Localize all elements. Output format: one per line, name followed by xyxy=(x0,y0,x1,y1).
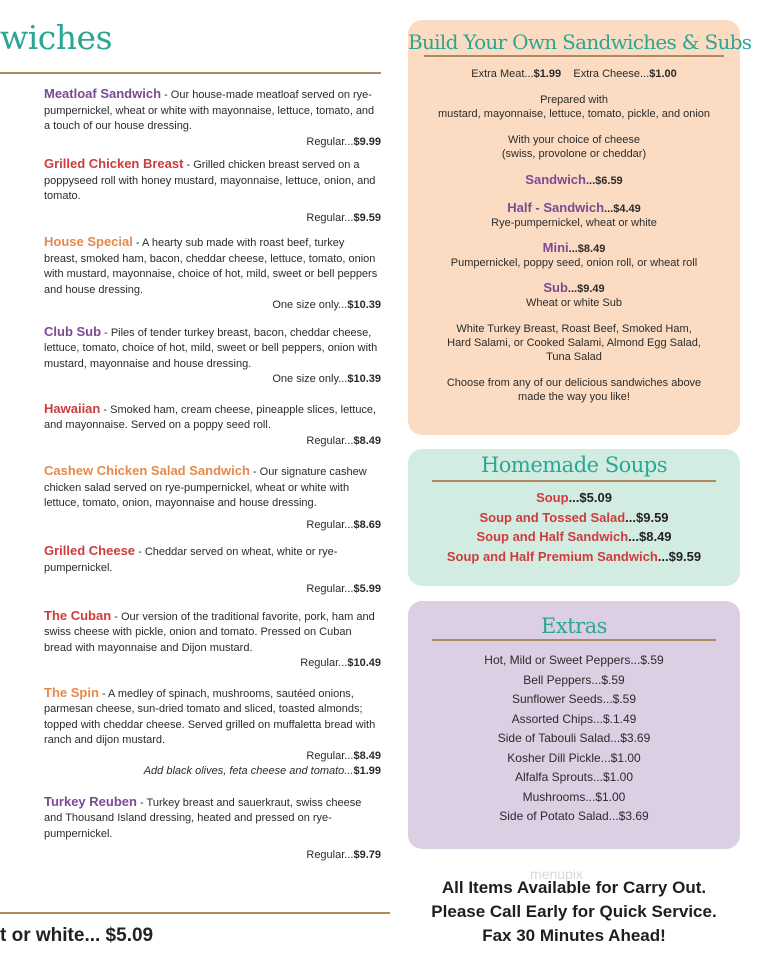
title-divider xyxy=(0,72,381,74)
prepared-line: mustard, mayonnaise, lettuce, tomato, pickle, and onion xyxy=(437,108,711,120)
bottom-price-text: t or white... $5.09 xyxy=(0,925,154,946)
watermark: menupix xyxy=(530,866,583,882)
footer-line: Please Call Early for Quick Service. xyxy=(431,902,717,921)
extra-cheese-price: $1.00 xyxy=(649,68,677,80)
item-name: Turkey Reuben xyxy=(44,793,137,809)
prepared-block xyxy=(408,93,740,121)
soups-box xyxy=(408,449,740,586)
item-price: $10.49 xyxy=(347,657,381,669)
size-option xyxy=(408,281,740,310)
soup-name: Soup and Tossed Salad xyxy=(479,509,626,525)
item-desc: - Our house-made meatloaf served on rye-pumpernickel, wheat or white with mayonnaise, lettuce, tomato, and a touch of our house dressing. xyxy=(44,89,375,132)
item-desc: - A medley of spinach, mushrooms, sautéed onions, parmesan cheese, sun-dried tomato and sliced, toasted almonds; topped with cheddar cheese. Served grilled on muffaletta bread with ranch and dijon mustard. xyxy=(44,687,376,746)
meats-line: Hard Salami, or Cooked Salami, Almond Egg Salad, xyxy=(447,337,701,349)
item-price: $5.99 xyxy=(353,583,381,595)
build-your-own-box xyxy=(408,20,752,435)
soup-item xyxy=(408,488,740,508)
footer-notice xyxy=(408,876,740,948)
extras-line xyxy=(408,67,740,81)
size-price: ...$8.49 xyxy=(568,243,606,255)
item-price: $8.69 xyxy=(353,518,381,531)
price-label: Regular... xyxy=(306,518,354,531)
size-price: ...$6.59 xyxy=(585,175,623,187)
extras-list xyxy=(408,651,740,827)
extra-price: $1.99 xyxy=(353,765,381,777)
item-desc: - Turkey breast and sauerkraut, swiss cheese and Thousand Island dressing, heated and pressed on rye-pumpernickel. xyxy=(44,796,362,840)
soup-name: Soup and Half Premium Sandwich xyxy=(446,548,658,564)
soup-name: Soup and Half Sandwich xyxy=(476,529,629,544)
build-title: Build Your Own Sandwiches & Subs xyxy=(408,30,752,54)
extra-item: Kosher Dill Pickle...$1.00 xyxy=(507,750,641,765)
soup-price: ...$9.59 xyxy=(657,548,702,564)
item-name: Grilled Cheese xyxy=(44,543,136,558)
extra-item: Side of Tabouli Salad...$3.69 xyxy=(497,731,651,745)
menu-item xyxy=(44,543,381,598)
item-desc: - Our version of the traditional favorite, pork, ham and swiss cheese with pickle, onion and tomato. Pressed on Cuban bread with mayonnaise and Dijon mustard. xyxy=(44,610,375,654)
extra-item: Side of Potato Salad...$3.69 xyxy=(499,809,649,823)
cheese-line: With your choice of cheese xyxy=(507,134,641,146)
size-name: Sub xyxy=(543,280,568,295)
item-name: Grilled Chicken Breast xyxy=(44,156,184,171)
item-price: $8.49 xyxy=(353,434,381,447)
meats-line: Tuna Salad xyxy=(546,351,602,363)
menu-item xyxy=(44,401,381,450)
build-divider xyxy=(424,55,724,57)
size-desc: Wheat or white Sub xyxy=(526,297,622,309)
item-price: $8.49 xyxy=(353,749,381,762)
item-desc: - Cheddar served on wheat, white or rye-pumpernickel. xyxy=(44,546,338,574)
price-label: Regular... xyxy=(300,657,348,669)
item-name: Cashew Chicken Salad Sandwich xyxy=(44,463,250,478)
price-label: Regular... xyxy=(306,434,354,447)
item-desc: - Piles of tender turkey breast, bacon, cheddar cheese, lettuce, tomato, choice of hot, mild, sweet or bell peppers, onion with mustard, mayonnaise and house dressing. xyxy=(44,326,378,370)
soup-item xyxy=(408,527,740,547)
choose-block xyxy=(408,376,740,404)
cheese-block xyxy=(408,133,740,161)
size-desc: Rye-pumpernickel, wheat or white xyxy=(491,217,657,229)
meats-line: White Turkey Breast, Roast Beef, Smoked Ham, xyxy=(456,323,692,335)
size-option xyxy=(408,201,740,230)
extra-cheese-label: Extra Cheese... xyxy=(573,68,650,80)
cheese-line: (swiss, provolone or cheddar) xyxy=(501,148,647,160)
soup-item xyxy=(408,547,740,567)
item-name: Club Sub xyxy=(44,323,102,339)
item-name: The Cuban xyxy=(44,607,112,623)
extra-item: Bell Peppers...$.59 xyxy=(523,672,625,687)
extra-item: Sunflower Seeds...$.59 xyxy=(511,692,637,706)
soup-price: ...$8.49 xyxy=(628,529,672,544)
size-name: Mini xyxy=(542,240,569,255)
extra-item: Assorted Chips...$.1.49 xyxy=(511,711,637,726)
bottom-divider xyxy=(0,912,390,914)
price-label: Regular... xyxy=(306,583,354,595)
menu-item xyxy=(44,234,381,314)
soup-item xyxy=(408,508,740,528)
menu-item xyxy=(44,685,381,780)
choose-line: Choose from any of our delicious sandwiches above xyxy=(446,377,702,389)
item-desc: - Our signature cashew chicken salad served on rye-pumpernickel, wheat or white with lettuce, tomato, onion, mayonnaise and house dressing. xyxy=(44,466,367,509)
soups-divider xyxy=(432,480,716,482)
size-price: ...$9.49 xyxy=(567,283,605,295)
size-desc: Pumpernickel, poppy seed, onion roll, or wheat roll xyxy=(450,257,698,269)
menu-item xyxy=(44,156,381,226)
item-name: The Spin xyxy=(44,684,99,700)
price-label: Regular... xyxy=(306,849,354,861)
extra-item: Alfalfa Sprouts...$1.00 xyxy=(514,770,634,784)
item-price: $9.79 xyxy=(353,849,381,861)
item-price: $10.39 xyxy=(347,373,381,385)
menu-item xyxy=(44,608,381,672)
item-desc: - A hearty sub made with roast beef, turkey breast, smoked ham, bacon, cheddar cheese, lettuce, tomato, onion with mustard, mayonnaise, choice of hot, mild, sweet or bell peppers and house dressing. xyxy=(44,237,378,296)
item-desc: - Grilled chicken breast served on a poppyseed roll with honey mustard, mayonnaise, lettuce, onion, and tomato. xyxy=(44,159,376,202)
extra-item: Hot, Mild or Sweet Peppers...$.59 xyxy=(484,653,664,667)
extra-meat-label: Extra Meat... xyxy=(471,68,534,80)
price-label: Regular... xyxy=(306,211,354,224)
price-label: Regular... xyxy=(306,749,354,762)
price-label: One size only... xyxy=(272,299,348,311)
item-desc: - Smoked ham, cream cheese, pineapple slices, lettuce, and mayonnaise. Served on a poppy seed roll. xyxy=(44,403,377,431)
size-name: Sandwich xyxy=(525,172,586,187)
extra-item: Mushrooms...$1.00 xyxy=(522,789,626,804)
sandwiches-section-title: wiches xyxy=(0,18,113,57)
price-label: Regular... xyxy=(306,135,354,148)
extras-divider xyxy=(432,639,716,641)
menu-item xyxy=(44,86,381,150)
sandwich-list xyxy=(44,86,381,864)
footer-line: Fax 30 Minutes Ahead! xyxy=(482,926,666,945)
extras-title: Extras xyxy=(541,614,607,638)
extra-label: Add black olives, feta cheese and tomato... xyxy=(143,765,354,777)
item-name: Hawaiian xyxy=(44,400,101,416)
size-name: Half - Sandwich xyxy=(507,200,605,215)
item-price: $9.59 xyxy=(353,211,381,224)
size-option xyxy=(408,173,740,188)
item-name: House Special xyxy=(44,234,133,249)
extra-meat-price: $1.99 xyxy=(533,68,562,80)
menu-item xyxy=(44,324,381,388)
meats-block xyxy=(408,322,740,364)
prepared-line: Prepared with xyxy=(540,94,608,106)
menu-item xyxy=(44,463,381,533)
price-label: One size only... xyxy=(272,373,348,385)
choose-line: made the way you like! xyxy=(518,391,630,403)
size-price: ...$4.49 xyxy=(604,203,641,215)
footer-line: All Items Available for Carry Out. xyxy=(441,878,707,897)
soup-name: Soup xyxy=(536,490,569,505)
soup-list xyxy=(408,488,740,566)
size-option xyxy=(408,241,740,270)
item-price: $10.39 xyxy=(347,299,381,311)
soup-price: ...$9.59 xyxy=(625,509,669,525)
extras-box xyxy=(408,601,740,849)
soups-title: Homemade Soups xyxy=(480,453,668,477)
soup-price: ...$5.09 xyxy=(568,490,612,505)
menu-item xyxy=(44,794,381,864)
item-name: Meatloaf Sandwich xyxy=(44,86,162,101)
item-price: $9.99 xyxy=(353,135,381,148)
